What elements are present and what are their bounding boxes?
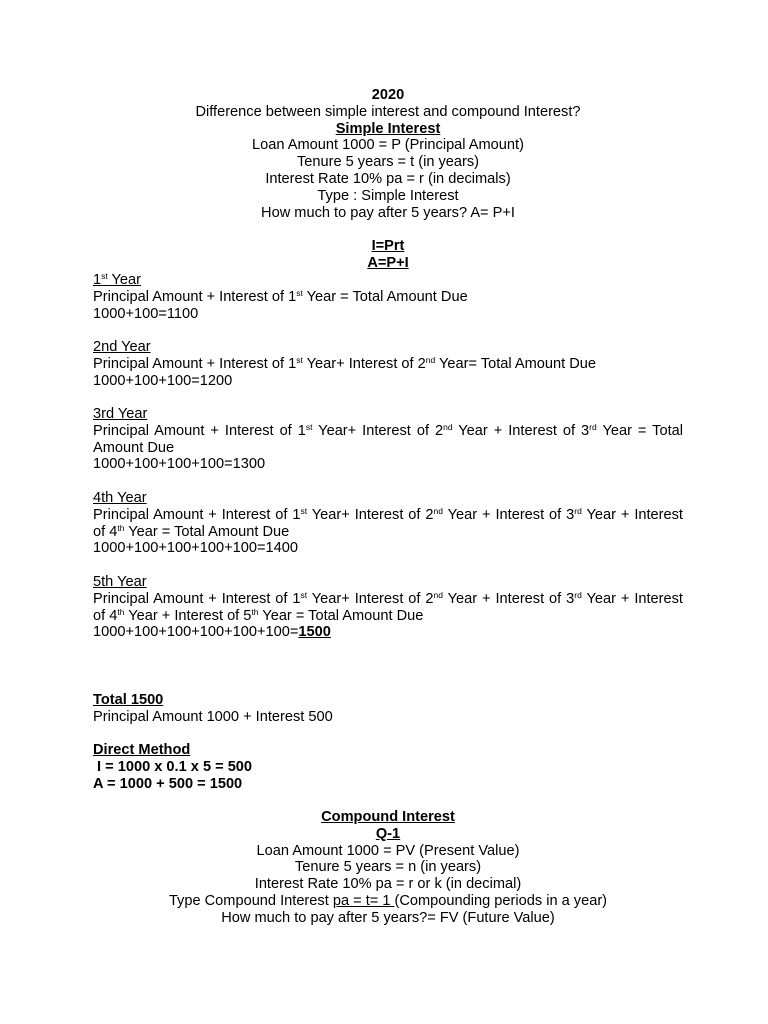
year-heading: 2020 [371,87,405,103]
compound-how-much-line: How much to pay after 5 years?= FV (Future Value) [221,909,555,926]
compound-loan-line: Loan Amount 1000 = PV (Present Value) [256,842,520,859]
question-text: Difference between simple interest and compound Interest? [195,103,581,120]
total-detail: Principal Amount 1000 + Interest 500 [93,708,333,725]
year-2-label: 2nd Year [93,339,151,355]
compound-interest-title: Compound Interest [321,809,455,825]
interest-rate-line: Interest Rate 10% pa = r (in decimals) [265,170,511,187]
how-much-line: How much to pay after 5 years? A= P+I [261,204,515,221]
direct-method-title: Direct Method [93,742,191,758]
year-4-calculation: 1000+100+100+100+100=1400 [93,540,298,557]
compound-rate-line: Interest Rate 10% pa = r or k (in decimal) [254,876,522,893]
year-4-label: 4th Year [93,490,147,506]
year-4-section [93,490,683,557]
simple-interest-title: Simple Interest [335,120,441,137]
year-1-description: Principal Amount + Interest of 1st Year = Total Amount Due [93,287,468,305]
compound-tenure-line: Tenure 5 years = n (in years) [294,859,482,876]
year-2-description: Principal Amount + Interest of 1st Year+ Interest of 2nd Year= Total Amount Due [93,354,597,372]
formula-interest: I=Prt [371,238,405,254]
formula-amount: A=P+I [367,254,409,271]
year-5-calculation: 1000+100+100+100+100+100=1500 [93,624,331,641]
direct-method-section [93,742,683,792]
loan-amount-line: Loan Amount 1000 = P (Principal Amount) [252,137,524,154]
year-1-section [93,272,683,322]
year-3-label: 3rd Year [93,406,148,422]
year-3-calculation: 1000+100+100+100=1300 [93,456,266,473]
year-4-description: Principal Amount + Interest of 1st Year+ Interest of 2nd Year + Interest of 3rd Year + Interest of 4th Year = Total Amount Due [93,505,683,540]
year-5-label: 5th Year [93,574,147,590]
year-5-description: Principal Amount + Interest of 1st Year+ Interest of 2nd Year + Interest of 3rd Year + Interest of 4th Year + Interest of 5th Year = Total Amount Due [93,589,683,624]
compound-type-line: Type Compound Interest pa = t= 1 (Compounding periods in a year) [168,892,608,909]
total-title: Total 1500 [93,692,164,708]
year-5-result: 1500 [298,624,331,641]
year-3-section [93,406,683,473]
direct-method-amount: A = 1000 + 500 = 1500 [93,775,243,792]
year-2-section [93,339,683,389]
type-line: Type : Simple Interest [317,187,459,204]
intro-section [93,87,683,221]
direct-method-interest: I = 1000 x 0.1 x 5 = 500 [93,758,253,775]
tenure-line: Tenure 5 years = t (in years) [296,154,480,171]
total-section [93,692,683,726]
question-number: Q-1 [375,825,401,842]
year-5-section [93,574,683,641]
compound-interest-section [93,809,683,927]
year-1-label: 1st Year [93,271,142,288]
year-2-calculation: 1000+100+100=1200 [93,372,233,389]
formulas-section [93,238,683,272]
year-3-description: Principal Amount + Interest of 1st Year+ Interest of 2nd Year + Interest of 3rd Year = Total Amount Due [93,421,683,456]
year-1-calculation: 1000+100=1100 [93,305,199,322]
